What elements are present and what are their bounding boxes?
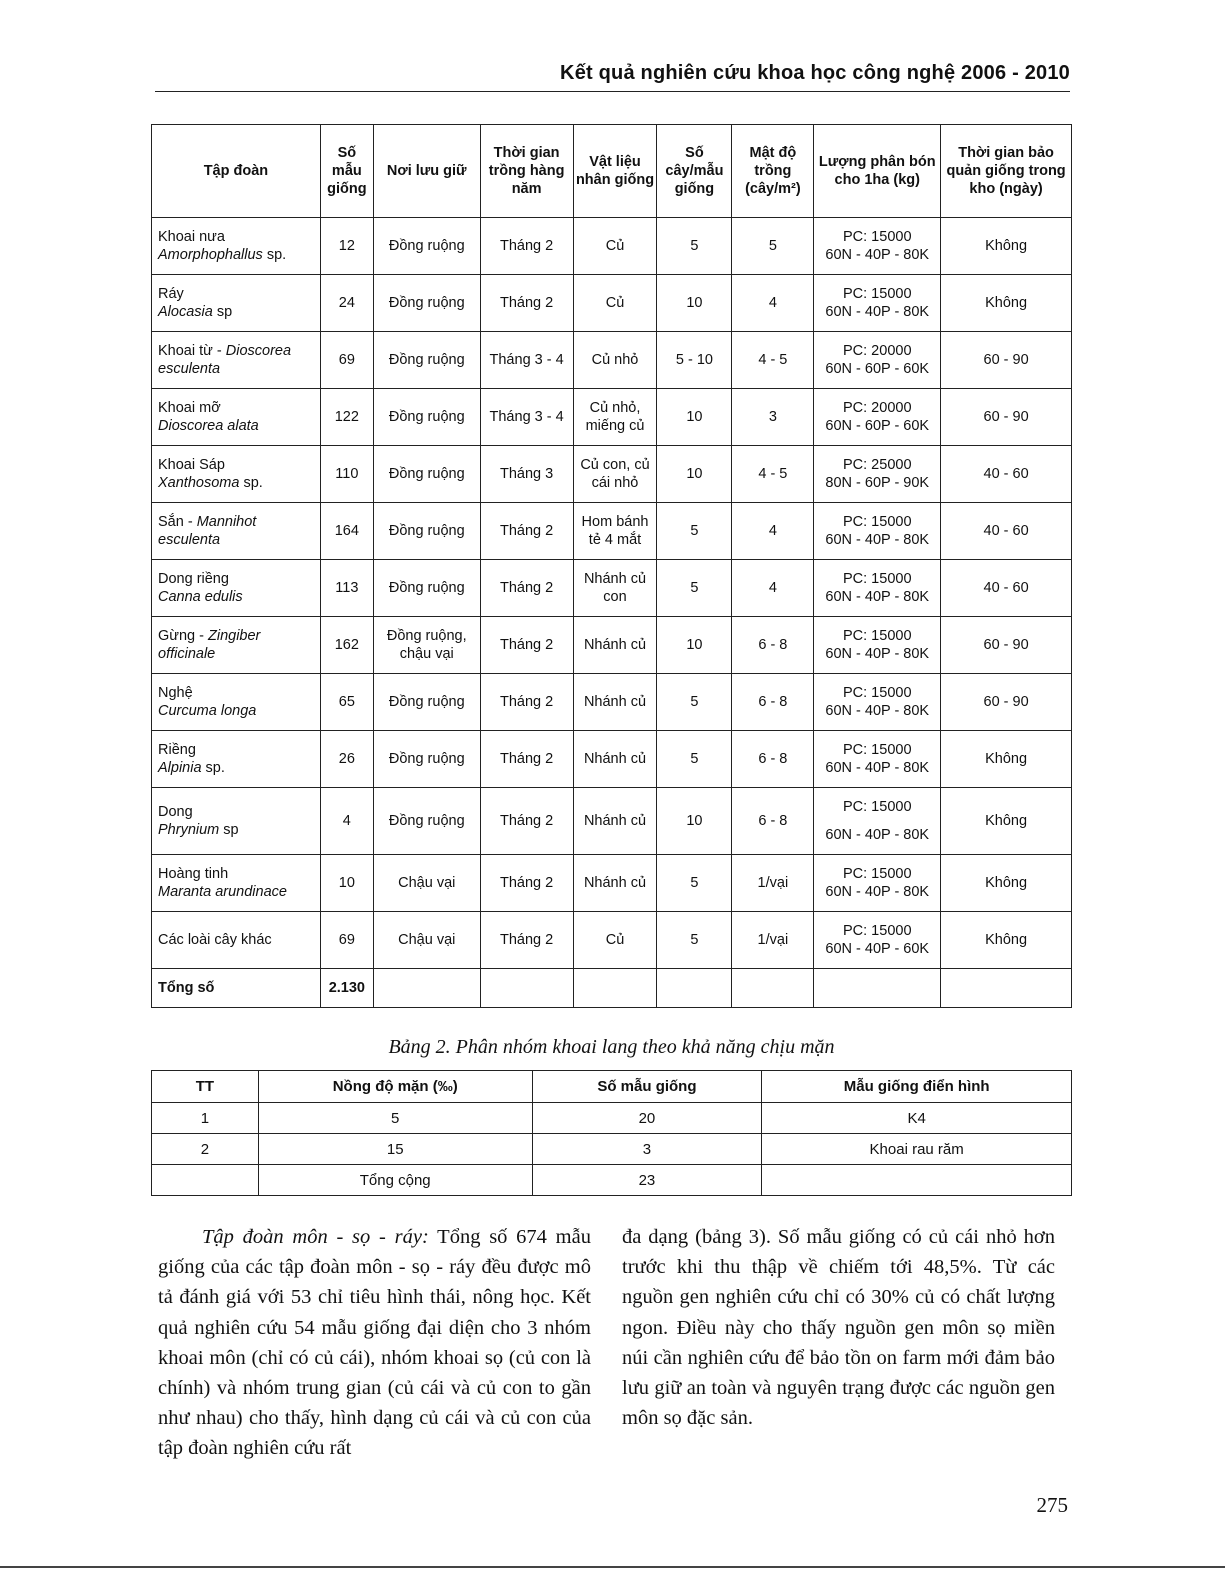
cell-place: Đồng ruộng	[373, 446, 480, 503]
col-header: Vật liệu nhân giống	[573, 125, 657, 218]
latin-name-part: Zingiber	[208, 628, 261, 644]
cell-plants: 5	[657, 503, 732, 560]
cell-storage: Không	[941, 275, 1072, 332]
cell-count: 24	[320, 275, 373, 332]
cell-plants: 5	[657, 731, 732, 788]
cell-count: 26	[320, 731, 373, 788]
fert-npk: 60N - 40P - 80K	[825, 646, 930, 662]
table-cell: Tổng cộng	[258, 1165, 532, 1196]
common-name: Khoai nưa	[158, 229, 225, 245]
common-name: Dong	[158, 804, 193, 820]
cell-place: Chậu vại	[373, 855, 480, 912]
common-name: Khoai Sáp	[158, 457, 225, 473]
cell-material: Nhánh củ	[573, 731, 657, 788]
cell-count: 69	[320, 332, 373, 389]
cell-material: Hom bánh tẻ 4 mắt	[573, 503, 657, 560]
cell-plants: 5 - 10	[657, 332, 732, 389]
cell-density: 6 - 8	[732, 617, 814, 674]
cell-fertilizer	[814, 389, 941, 446]
cell-plants: 5	[657, 855, 732, 912]
fert-pc: PC: 25000	[842, 457, 912, 473]
table-total-row	[152, 969, 1072, 1008]
cell-time: Tháng 3	[480, 446, 573, 503]
table-cell: 23	[532, 1165, 762, 1196]
cell-material: Củ nhỏ	[573, 332, 657, 389]
table-collections	[151, 124, 1072, 1008]
latin-suffix: sp	[212, 304, 233, 320]
fert-pc: PC: 15000	[842, 514, 912, 530]
running-header: Kết quả nghiên cứu khoa học công nghệ 2006 - 2010	[560, 62, 1070, 84]
col-header: Thời gian bảo quản giống trong kho (ngày)	[941, 125, 1072, 218]
fert-npk: 60N - 40P - 60K	[825, 941, 930, 957]
table-row	[152, 560, 1072, 617]
cell-material: Nhánh củ con	[573, 560, 657, 617]
table-row	[152, 389, 1072, 446]
cell-fertilizer	[814, 731, 941, 788]
latin-name: officinale	[158, 646, 216, 662]
cell-storage: Không	[941, 788, 1072, 855]
cell-time: Tháng 2	[480, 855, 573, 912]
col-header: Tập đoàn	[152, 125, 321, 218]
cell-time: Tháng 2	[480, 275, 573, 332]
table-row	[152, 1134, 1072, 1165]
table-cell: K4	[762, 1103, 1072, 1134]
cell-storage: Không	[941, 855, 1072, 912]
fert-npk: 60N - 40P - 80K	[825, 827, 930, 843]
cell-material: Củ nhỏ, miếng củ	[573, 389, 657, 446]
common-name: Dong riềng	[158, 571, 229, 587]
table-header-row	[152, 1071, 1072, 1103]
cell-count: 69	[320, 912, 373, 969]
table-cell	[941, 969, 1072, 1008]
cell-storage: 40 - 60	[941, 503, 1072, 560]
common-name: Các loài cây khác	[158, 932, 272, 948]
table-row	[152, 855, 1072, 912]
cell-material: Củ	[573, 275, 657, 332]
fert-npk: 60N - 60P - 60K	[825, 361, 930, 377]
latin-name: Canna edulis	[158, 589, 243, 605]
col-header: Số cây/mẫu giống	[657, 125, 732, 218]
fert-npk: 60N - 40P - 80K	[825, 247, 930, 263]
section-lead: Tập đoàn môn - sọ - ráy:	[202, 1226, 429, 1248]
table-row	[152, 788, 1072, 855]
body-paragraph: Tổng số 674 mẫu giống của các tập đoàn môn - sọ - ráy đều được mô tả đánh giá với 53 chỉ tiêu hình thái, nông học. Kết quả nghiên cứu 54 mẫu giống đại diện cho 3 nhóm khoai môn (chỉ có củ cái), nhóm khoai sọ (củ con là chính) và nhóm trung gian (củ cái và củ con to gần như nhau) cho thấy, hình dạng củ cái và củ con của tập đoàn nghiên cứu rất	[158, 1226, 591, 1460]
fert-pc: PC: 15000	[842, 685, 912, 701]
fert-pc: PC: 15000	[842, 286, 912, 302]
cell-material: Nhánh củ	[573, 788, 657, 855]
cell-count: 110	[320, 446, 373, 503]
fert-pc: PC: 20000	[842, 400, 912, 416]
cell-storage: 40 - 60	[941, 446, 1072, 503]
cell-place: Đồng ruộng	[373, 332, 480, 389]
latin-name: esculenta	[158, 532, 221, 548]
cell-density: 4 - 5	[732, 446, 814, 503]
cell-density: 6 - 8	[732, 731, 814, 788]
common-name: Khoai mỡ	[158, 400, 221, 416]
cell-plants: 10	[657, 788, 732, 855]
cell-time: Tháng 2	[480, 788, 573, 855]
cell-collection-name	[152, 617, 321, 674]
col-header: Mật độ trồng (cây/m²)	[732, 125, 814, 218]
cell-place: Đồng ruộng	[373, 275, 480, 332]
cell-material: Củ	[573, 218, 657, 275]
cell-storage: 60 - 90	[941, 674, 1072, 731]
cell-time: Tháng 2	[480, 674, 573, 731]
cell-storage: 60 - 90	[941, 389, 1072, 446]
cell-place: Đồng ruộng	[373, 503, 480, 560]
cell-fertilizer	[814, 218, 941, 275]
cell-collection-name	[152, 275, 321, 332]
fert-pc: PC: 15000	[842, 571, 912, 587]
cell-density: 4 - 5	[732, 332, 814, 389]
table-row	[152, 275, 1072, 332]
cell-collection-name	[152, 503, 321, 560]
table-cell	[814, 969, 941, 1008]
cell-density: 4	[732, 503, 814, 560]
latin-name: Dioscorea alata	[158, 418, 259, 434]
table-row	[152, 1103, 1072, 1134]
table-cell	[573, 969, 657, 1008]
table-row	[152, 503, 1072, 560]
cell-count: 164	[320, 503, 373, 560]
cell-plants: 5	[657, 218, 732, 275]
cell-material: Củ	[573, 912, 657, 969]
latin-name: esculenta	[158, 361, 221, 377]
table-cell	[732, 969, 814, 1008]
cell-plants: 5	[657, 674, 732, 731]
cell-count: 12	[320, 218, 373, 275]
latin-suffix: sp.	[201, 760, 225, 776]
cell-plants: 10	[657, 389, 732, 446]
cell-density: 1/vại	[732, 855, 814, 912]
table-cell	[657, 969, 732, 1008]
cell-density: 6 - 8	[732, 674, 814, 731]
col-header: TT	[152, 1071, 259, 1103]
latin-suffix: sp.	[262, 247, 287, 263]
fert-npk: 80N - 60P - 90K	[825, 475, 930, 491]
cell-storage: Không	[941, 218, 1072, 275]
cell-collection-name	[152, 731, 321, 788]
cell-collection-name	[152, 446, 321, 503]
page-number: 275	[1036, 1493, 1068, 1517]
col-header: Nơi lưu giữ	[373, 125, 480, 218]
fert-pc: PC: 15000	[842, 742, 912, 758]
cell-fertilizer	[814, 855, 941, 912]
table-cell	[152, 1165, 259, 1196]
cell-density: 6 - 8	[732, 788, 814, 855]
latin-name: Maranta arundinace	[158, 884, 287, 900]
cell-density: 4	[732, 560, 814, 617]
cell-storage: Không	[941, 912, 1072, 969]
cell-fertilizer	[814, 617, 941, 674]
fert-npk: 60N - 40P - 80K	[825, 589, 930, 605]
cell-fertilizer	[814, 275, 941, 332]
fert-pc: PC: 15000	[842, 628, 912, 644]
cell-density: 4	[732, 275, 814, 332]
table-row	[152, 218, 1072, 275]
table-cell: 1	[152, 1103, 259, 1134]
latin-name: Curcuma longa	[158, 703, 257, 719]
table-cell: 20	[532, 1103, 762, 1134]
cell-collection-name	[152, 855, 321, 912]
common-name: Ráy	[158, 286, 184, 302]
cell-fertilizer	[814, 788, 941, 855]
latin-name: Phrynium	[158, 822, 220, 838]
latin-name: Alpinia	[158, 760, 202, 776]
table-cell	[480, 969, 573, 1008]
cell-density: 5	[732, 218, 814, 275]
fert-npk: 60N - 60P - 60K	[825, 418, 930, 434]
cell-collection-name	[152, 332, 321, 389]
cell-material: Nhánh củ	[573, 674, 657, 731]
table-row	[152, 912, 1072, 969]
cell-count: 162	[320, 617, 373, 674]
cell-place: Đồng ruộng	[373, 560, 480, 617]
col-header: Mẫu giống điển hình	[762, 1071, 1072, 1103]
table-row	[152, 1165, 1072, 1196]
cell-time: Tháng 2	[480, 912, 573, 969]
cell-storage: 60 - 90	[941, 332, 1072, 389]
cell-fertilizer	[814, 446, 941, 503]
latin-name: Xanthosoma	[158, 475, 240, 491]
cell-fertilizer	[814, 674, 941, 731]
cell-place: Đồng ruộng	[373, 389, 480, 446]
cell-count: 113	[320, 560, 373, 617]
cell-place: Đồng ruộng	[373, 788, 480, 855]
fert-npk: 60N - 40P - 80K	[825, 532, 930, 548]
cell-density: 1/vại	[732, 912, 814, 969]
table-row	[152, 446, 1072, 503]
cell-material: Củ con, củ cái nhỏ	[573, 446, 657, 503]
common-name: Gừng -	[158, 628, 208, 644]
cell-collection-name	[152, 560, 321, 617]
fert-pc: PC: 15000	[842, 799, 912, 815]
fert-pc: PC: 15000	[842, 229, 912, 245]
col-header: Số mẫu giống	[532, 1071, 762, 1103]
page-bottom-rule	[0, 1566, 1225, 1568]
latin-name-part: Dioscorea	[225, 343, 292, 359]
cell-fertilizer	[814, 332, 941, 389]
common-name: Hoàng tinh	[158, 866, 229, 882]
common-name: Sắn -	[158, 514, 197, 530]
cell-plants: 5	[657, 912, 732, 969]
table-cell: 5	[258, 1103, 532, 1134]
cell-collection-name	[152, 218, 321, 275]
cell-material: Nhánh củ	[573, 855, 657, 912]
col-header: Nồng độ mặn (‰)	[258, 1071, 532, 1103]
cell-plants: 10	[657, 617, 732, 674]
table-cell	[373, 969, 480, 1008]
cell-fertilizer	[814, 560, 941, 617]
body-paragraph: đa dạng (bảng 3). Số mẫu giống có củ cái nhỏ hơn trước khi thu thập về chiếm tới 48,5%. Từ các nguồn gen nghiên cứu chỉ có 30% củ có chất lượng ngon. Điều này cho thấy nguồn gen môn sọ miền núi cần nghiên cứu để bảo tồn on farm mới đảm bảo lưu giữ an toàn và nguyên trạng được các nguồn gen môn sọ đặc sản.	[622, 1226, 1055, 1430]
table-cell	[762, 1165, 1072, 1196]
common-name: Nghệ	[158, 685, 193, 701]
body-column-left	[158, 1222, 591, 1464]
table2-caption: Bảng 2. Phân nhóm khoai lang theo khả năng chịu mặn	[388, 1036, 835, 1058]
cell-collection-name	[152, 674, 321, 731]
fert-npk: 60N - 40P - 80K	[825, 884, 930, 900]
cell-time: Tháng 2	[480, 617, 573, 674]
col-header: Số mẫu giống	[320, 125, 373, 218]
cell-time: Tháng 3 - 4	[480, 332, 573, 389]
table-row	[152, 332, 1072, 389]
cell-count: 10	[320, 855, 373, 912]
common-name: Khoai từ -	[158, 343, 226, 359]
latin-suffix: sp.	[239, 475, 263, 491]
table-cell: 2	[152, 1134, 259, 1165]
table-cell: Khoai rau răm	[762, 1134, 1072, 1165]
cell-storage: 40 - 60	[941, 560, 1072, 617]
cell-place: Chậu vại	[373, 912, 480, 969]
cell-time: Tháng 2	[480, 503, 573, 560]
cell-place: Đồng ruộng	[373, 731, 480, 788]
cell-count: 4	[320, 788, 373, 855]
cell-count: 122	[320, 389, 373, 446]
latin-suffix: sp	[219, 822, 239, 838]
cell-density: 3	[732, 389, 814, 446]
table-row	[152, 731, 1072, 788]
cell-place: Đồng ruộng	[373, 218, 480, 275]
cell-time: Tháng 2	[480, 218, 573, 275]
body-column-right	[622, 1222, 1055, 1433]
total-count: 2.130	[320, 969, 373, 1008]
table-row	[152, 617, 1072, 674]
table-cell: 3	[532, 1134, 762, 1165]
table-row	[152, 674, 1072, 731]
fert-pc: PC: 15000	[842, 866, 912, 882]
common-name: Riềng	[158, 742, 196, 758]
latin-name: Alocasia	[158, 304, 213, 320]
latin-name-part: Mannihot	[196, 514, 257, 530]
col-header: Lượng phân bón cho 1ha (kg)	[814, 125, 941, 218]
table-header-row	[152, 125, 1072, 218]
cell-collection-name	[152, 912, 321, 969]
fert-npk: 60N - 40P - 80K	[825, 760, 930, 776]
cell-collection-name	[152, 389, 321, 446]
cell-count: 65	[320, 674, 373, 731]
fert-npk: 60N - 40P - 80K	[825, 703, 930, 719]
cell-storage: Không	[941, 731, 1072, 788]
cell-plants: 10	[657, 446, 732, 503]
header-rule	[155, 91, 1070, 92]
cell-fertilizer	[814, 912, 941, 969]
cell-time: Tháng 2	[480, 560, 573, 617]
cell-storage: 60 - 90	[941, 617, 1072, 674]
fert-pc: PC: 15000	[842, 923, 912, 939]
cell-fertilizer	[814, 503, 941, 560]
cell-material: Nhánh củ	[573, 617, 657, 674]
cell-collection-name	[152, 788, 321, 855]
table-cell: 15	[258, 1134, 532, 1165]
fert-pc: PC: 20000	[842, 343, 912, 359]
cell-time: Tháng 3 - 4	[480, 389, 573, 446]
cell-place: Đồng ruộng, chậu vại	[373, 617, 480, 674]
cell-place: Đồng ruộng	[373, 674, 480, 731]
total-label: Tổng số	[152, 969, 321, 1008]
table-salinity	[151, 1070, 1072, 1196]
col-header: Thời gian trồng hàng năm	[480, 125, 573, 218]
cell-time: Tháng 2	[480, 731, 573, 788]
latin-name: Amorphophallus	[158, 247, 263, 263]
cell-plants: 10	[657, 275, 732, 332]
fert-npk: 60N - 40P - 80K	[825, 304, 930, 320]
cell-plants: 5	[657, 560, 732, 617]
